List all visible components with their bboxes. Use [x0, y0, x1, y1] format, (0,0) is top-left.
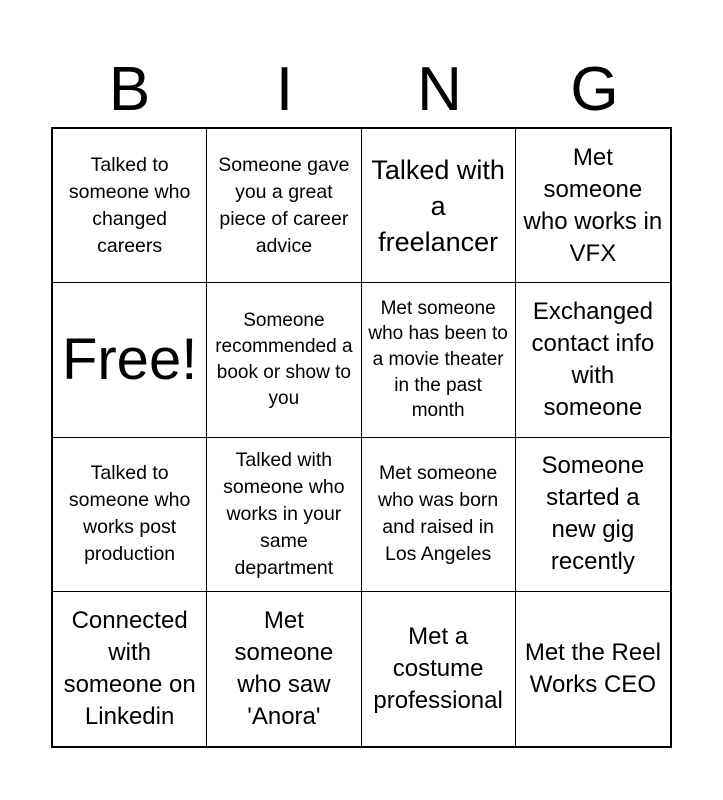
cell-label: Met someone who works in VFX: [523, 143, 663, 267]
cell-label: Connected with someone on Linkedin: [63, 606, 196, 730]
cell-label: Someone gave you a great piece of career advice: [218, 153, 350, 257]
bingo-cell[interactable]: [362, 592, 516, 746]
bingo-cell[interactable]: [207, 129, 361, 283]
bingo-cell[interactable]: [53, 592, 207, 746]
cell-label: Met someone who saw 'Anora': [234, 606, 334, 730]
cell-label: Talked with a freelancer: [371, 154, 505, 257]
bingo-cell[interactable]: [516, 129, 670, 283]
cell-label: Exchanged contact info with someone: [531, 297, 655, 421]
bingo-cell[interactable]: [362, 283, 516, 437]
cell-label: Talked to someone who changed careers: [68, 153, 191, 257]
cell-label: Someone started a new gig recently: [541, 452, 645, 576]
header-letter-b: B: [108, 55, 151, 124]
free-space-cell[interactable]: [53, 283, 207, 437]
bingo-cell[interactable]: [516, 283, 670, 437]
cell-label: Talked with someone who works in your same department: [223, 448, 345, 579]
bingo-cell[interactable]: [362, 129, 516, 283]
cell-label: Talked to someone who works post production: [68, 462, 191, 566]
bingo-cell[interactable]: [207, 283, 361, 437]
bingo-cell[interactable]: [53, 129, 207, 283]
bingo-board: [51, 127, 672, 748]
header-letter-i: I: [275, 55, 294, 124]
bingo-cell[interactable]: [362, 438, 516, 592]
free-space-label: Free!: [61, 326, 198, 392]
cell-label: Met a costume professional: [373, 622, 503, 714]
bingo-header: [52, 52, 672, 128]
bingo-cell[interactable]: [53, 438, 207, 592]
bingo-cell[interactable]: [516, 438, 670, 592]
bingo-cell[interactable]: [516, 592, 670, 746]
cell-label: Met someone who has been to a movie theater in the past month: [368, 297, 508, 422]
header-letter-g: G: [570, 55, 619, 124]
header-letter-n: N: [417, 55, 462, 124]
bingo-cell[interactable]: [207, 592, 361, 746]
cell-label: Met the Reel Works CEO: [524, 638, 661, 698]
cell-label: Someone recommended a book or show to you: [215, 310, 353, 409]
bingo-cell[interactable]: [207, 438, 361, 592]
cell-label: Met someone who was born and raised in Los Angeles: [377, 462, 499, 566]
